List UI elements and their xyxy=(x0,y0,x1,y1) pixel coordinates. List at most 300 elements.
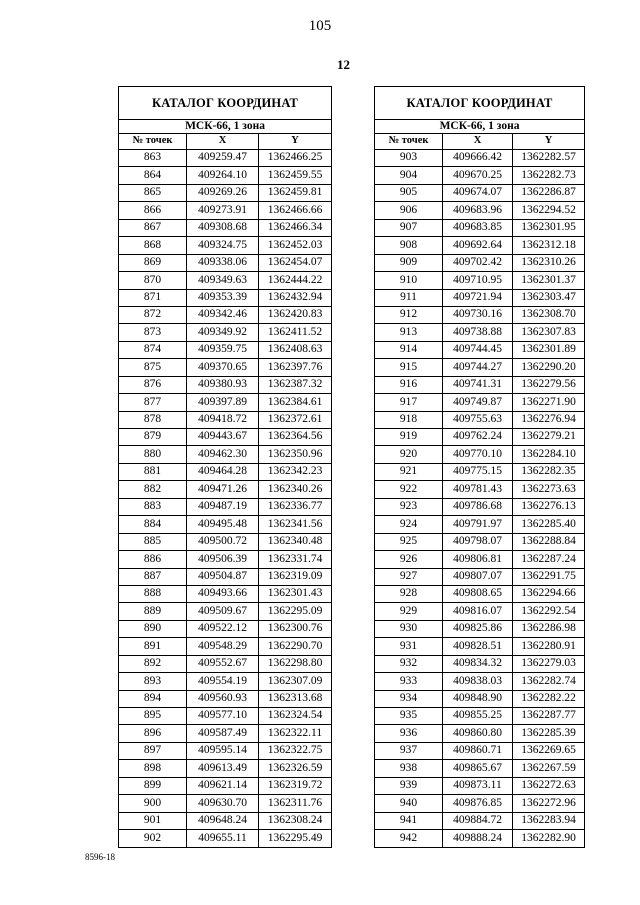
table-row xyxy=(375,603,585,620)
y-coordinate-cell: 1362452.03 xyxy=(259,237,332,254)
point-number-cell: 941 xyxy=(375,812,443,829)
table-row xyxy=(375,463,585,480)
point-number-cell: 915 xyxy=(375,359,443,376)
point-number-cell: 914 xyxy=(375,341,443,358)
x-coordinate-cell: 409353.39 xyxy=(187,289,259,306)
y-coordinate-cell: 1362420.83 xyxy=(259,306,332,323)
point-number-cell: 931 xyxy=(375,638,443,655)
x-coordinate-cell: 409443.67 xyxy=(187,429,259,446)
y-coordinate-cell: 1362324.54 xyxy=(259,708,332,725)
y-coordinate-cell: 1362279.03 xyxy=(513,655,585,672)
table-row xyxy=(375,254,585,271)
point-number-cell: 933 xyxy=(375,673,443,690)
x-coordinate-cell: 409259.47 xyxy=(187,150,259,167)
point-number-cell: 911 xyxy=(375,289,443,306)
y-coordinate-cell: 1362294.52 xyxy=(513,202,585,219)
point-number-cell: 918 xyxy=(375,411,443,428)
table-row xyxy=(375,237,585,254)
point-number-cell: 906 xyxy=(375,202,443,219)
x-coordinate-cell: 409749.87 xyxy=(443,394,513,411)
table-row xyxy=(119,289,332,306)
x-coordinate-cell: 409324.75 xyxy=(187,237,259,254)
point-number-cell: 890 xyxy=(119,620,187,637)
table-row xyxy=(119,516,332,533)
x-coordinate-cell: 409702.42 xyxy=(443,254,513,271)
point-number-cell: 867 xyxy=(119,219,187,236)
point-number-cell: 899 xyxy=(119,777,187,794)
table-title: КАТАЛОГ КООРДИНАТ xyxy=(375,87,585,120)
y-coordinate-cell: 1362294.66 xyxy=(513,585,585,602)
x-coordinate-cell: 409884.72 xyxy=(443,812,513,829)
table-row xyxy=(119,184,332,201)
y-coordinate-cell: 1362319.09 xyxy=(259,568,332,585)
x-coordinate-cell: 409621.14 xyxy=(187,777,259,794)
column-header-y: Y xyxy=(513,134,585,150)
x-coordinate-cell: 409471.26 xyxy=(187,481,259,498)
y-coordinate-cell: 1362444.22 xyxy=(259,272,332,289)
y-coordinate-cell: 1362292.54 xyxy=(513,603,585,620)
y-coordinate-cell: 1362411.52 xyxy=(259,324,332,341)
point-number-cell: 903 xyxy=(375,150,443,167)
x-coordinate-cell: 409269.26 xyxy=(187,184,259,201)
y-coordinate-cell: 1362311.76 xyxy=(259,795,332,812)
column-header-x: X xyxy=(187,134,259,150)
table-row xyxy=(375,655,585,672)
x-coordinate-cell: 409380.93 xyxy=(187,376,259,393)
y-coordinate-cell: 1362459.55 xyxy=(259,167,332,184)
table-row xyxy=(375,708,585,725)
table-row xyxy=(119,498,332,515)
x-coordinate-cell: 409744.27 xyxy=(443,359,513,376)
y-coordinate-cell: 1362364.56 xyxy=(259,429,332,446)
x-coordinate-cell: 409786.68 xyxy=(443,498,513,515)
y-coordinate-cell: 1362282.57 xyxy=(513,150,585,167)
point-number-cell: 883 xyxy=(119,498,187,515)
column-header-x: X xyxy=(443,134,513,150)
y-coordinate-cell: 1362272.96 xyxy=(513,795,585,812)
y-coordinate-cell: 1362336.77 xyxy=(259,498,332,515)
point-number-cell: 875 xyxy=(119,359,187,376)
x-coordinate-cell: 409273.91 xyxy=(187,202,259,219)
table-row xyxy=(119,394,332,411)
y-coordinate-cell: 1362459.81 xyxy=(259,184,332,201)
x-coordinate-cell: 409349.63 xyxy=(187,272,259,289)
point-number-cell: 895 xyxy=(119,708,187,725)
point-number-cell: 921 xyxy=(375,463,443,480)
table-row xyxy=(375,795,585,812)
point-number-cell: 896 xyxy=(119,725,187,742)
x-coordinate-cell: 409487.19 xyxy=(187,498,259,515)
table-row xyxy=(375,516,585,533)
coordinate-system: МСК-66, 1 зона xyxy=(119,120,332,134)
y-coordinate-cell: 1362301.89 xyxy=(513,341,585,358)
table-row xyxy=(119,463,332,480)
y-coordinate-cell: 1362286.98 xyxy=(513,620,585,637)
y-coordinate-cell: 1362303.47 xyxy=(513,289,585,306)
point-number-cell: 908 xyxy=(375,237,443,254)
table-row xyxy=(375,812,585,829)
document-code: 8596-18 xyxy=(85,852,115,862)
x-coordinate-cell: 409860.80 xyxy=(443,725,513,742)
x-coordinate-cell: 409548.29 xyxy=(187,638,259,655)
y-coordinate-cell: 1362285.40 xyxy=(513,516,585,533)
table-row xyxy=(119,324,332,341)
y-coordinate-cell: 1362310.26 xyxy=(513,254,585,271)
point-number-cell: 916 xyxy=(375,376,443,393)
page-number: 105 xyxy=(308,18,332,34)
table-row xyxy=(375,306,585,323)
point-number-cell: 930 xyxy=(375,620,443,637)
table-row xyxy=(375,620,585,637)
y-coordinate-cell: 1362287.77 xyxy=(513,708,585,725)
y-coordinate-cell: 1362341.56 xyxy=(259,516,332,533)
point-number-cell: 904 xyxy=(375,167,443,184)
table-row xyxy=(375,219,585,236)
y-coordinate-cell: 1362466.25 xyxy=(259,150,332,167)
x-coordinate-cell: 409560.93 xyxy=(187,690,259,707)
column-header-y: Y xyxy=(259,134,332,150)
y-coordinate-cell: 1362340.48 xyxy=(259,533,332,550)
y-coordinate-cell: 1362384.61 xyxy=(259,394,332,411)
x-coordinate-cell: 409370.65 xyxy=(187,359,259,376)
point-number-cell: 900 xyxy=(119,795,187,812)
point-number-cell: 876 xyxy=(119,376,187,393)
table-row xyxy=(119,446,332,463)
x-coordinate-cell: 409397.89 xyxy=(187,394,259,411)
table-row xyxy=(119,429,332,446)
table-row xyxy=(375,429,585,446)
table-row xyxy=(119,638,332,655)
y-coordinate-cell: 1362326.59 xyxy=(259,760,332,777)
point-number-cell: 892 xyxy=(119,655,187,672)
x-coordinate-cell: 409464.28 xyxy=(187,463,259,480)
table-row xyxy=(375,742,585,759)
point-number-cell: 925 xyxy=(375,533,443,550)
table-row xyxy=(119,411,332,428)
y-coordinate-cell: 1362271.90 xyxy=(513,394,585,411)
point-number-cell: 885 xyxy=(119,533,187,550)
table-row xyxy=(375,533,585,550)
point-number-cell: 889 xyxy=(119,603,187,620)
point-number-cell: 886 xyxy=(119,551,187,568)
point-number-cell: 870 xyxy=(119,272,187,289)
y-coordinate-cell: 1362282.22 xyxy=(513,690,585,707)
point-number-cell: 901 xyxy=(119,812,187,829)
table-row xyxy=(119,254,332,271)
table-row xyxy=(375,411,585,428)
table-row xyxy=(375,289,585,306)
point-number-cell: 929 xyxy=(375,603,443,620)
table-row xyxy=(119,150,332,167)
y-coordinate-cell: 1362276.94 xyxy=(513,411,585,428)
point-number-cell: 923 xyxy=(375,498,443,515)
x-coordinate-cell: 409730.16 xyxy=(443,306,513,323)
x-coordinate-cell: 409808.65 xyxy=(443,585,513,602)
table-body xyxy=(119,150,332,848)
table-row xyxy=(119,603,332,620)
y-coordinate-cell: 1362298.80 xyxy=(259,655,332,672)
point-number-cell: 866 xyxy=(119,202,187,219)
x-coordinate-cell: 409338.06 xyxy=(187,254,259,271)
point-number-cell: 879 xyxy=(119,429,187,446)
point-number-cell: 893 xyxy=(119,673,187,690)
x-coordinate-cell: 409587.49 xyxy=(187,725,259,742)
table-row xyxy=(119,568,332,585)
x-coordinate-cell: 409741.31 xyxy=(443,376,513,393)
x-coordinate-cell: 409876.85 xyxy=(443,795,513,812)
table-row xyxy=(119,830,332,847)
point-number-cell: 872 xyxy=(119,306,187,323)
point-number-cell: 888 xyxy=(119,585,187,602)
y-coordinate-cell: 1362282.35 xyxy=(513,463,585,480)
table-row xyxy=(375,830,585,847)
x-coordinate-cell: 409666.42 xyxy=(443,150,513,167)
point-number-cell: 863 xyxy=(119,150,187,167)
x-coordinate-cell: 409308.68 xyxy=(187,219,259,236)
y-coordinate-cell: 1362301.95 xyxy=(513,219,585,236)
table-row xyxy=(119,585,332,602)
table-row xyxy=(375,551,585,568)
y-coordinate-cell: 1362295.49 xyxy=(259,830,332,847)
table-row xyxy=(375,725,585,742)
table-row xyxy=(375,673,585,690)
point-number-cell: 912 xyxy=(375,306,443,323)
x-coordinate-cell: 409744.45 xyxy=(443,341,513,358)
point-number-cell: 869 xyxy=(119,254,187,271)
table-row xyxy=(375,394,585,411)
y-coordinate-cell: 1362432.94 xyxy=(259,289,332,306)
point-number-cell: 934 xyxy=(375,690,443,707)
point-number-cell: 882 xyxy=(119,481,187,498)
x-coordinate-cell: 409838.03 xyxy=(443,673,513,690)
y-coordinate-cell: 1362308.24 xyxy=(259,812,332,829)
table-row xyxy=(375,376,585,393)
table-row xyxy=(375,760,585,777)
point-number-cell: 887 xyxy=(119,568,187,585)
y-coordinate-cell: 1362350.96 xyxy=(259,446,332,463)
y-coordinate-cell: 1362279.56 xyxy=(513,376,585,393)
table-title: КАТАЛОГ КООРДИНАТ xyxy=(119,87,332,120)
point-number-cell: 922 xyxy=(375,481,443,498)
y-coordinate-cell: 1362290.70 xyxy=(259,638,332,655)
point-number-cell: 864 xyxy=(119,167,187,184)
x-coordinate-cell: 409816.07 xyxy=(443,603,513,620)
x-coordinate-cell: 409806.81 xyxy=(443,551,513,568)
point-number-cell: 939 xyxy=(375,777,443,794)
coordinate-catalog-table xyxy=(374,86,585,848)
table-row xyxy=(119,272,332,289)
y-coordinate-cell: 1362322.11 xyxy=(259,725,332,742)
y-coordinate-cell: 1362307.83 xyxy=(513,324,585,341)
point-number-cell: 928 xyxy=(375,585,443,602)
point-number-cell: 907 xyxy=(375,219,443,236)
point-number-cell: 935 xyxy=(375,708,443,725)
point-number-cell: 937 xyxy=(375,742,443,759)
table-row xyxy=(375,359,585,376)
table-row xyxy=(375,481,585,498)
column-header-point-number: № точек xyxy=(375,134,443,150)
y-coordinate-cell: 1362300.76 xyxy=(259,620,332,637)
point-number-cell: 927 xyxy=(375,568,443,585)
point-number-cell: 897 xyxy=(119,742,187,759)
table-row xyxy=(119,306,332,323)
x-coordinate-cell: 409692.64 xyxy=(443,237,513,254)
point-number-cell: 910 xyxy=(375,272,443,289)
table-row xyxy=(119,673,332,690)
y-coordinate-cell: 1362280.91 xyxy=(513,638,585,655)
x-coordinate-cell: 409770.10 xyxy=(443,446,513,463)
x-coordinate-cell: 409500.72 xyxy=(187,533,259,550)
point-number-cell: 936 xyxy=(375,725,443,742)
x-coordinate-cell: 409577.10 xyxy=(187,708,259,725)
point-number-cell: 902 xyxy=(119,830,187,847)
point-number-cell: 865 xyxy=(119,184,187,201)
point-number-cell: 940 xyxy=(375,795,443,812)
table-row xyxy=(375,167,585,184)
x-coordinate-cell: 409359.75 xyxy=(187,341,259,358)
point-number-cell: 884 xyxy=(119,516,187,533)
table-row xyxy=(119,690,332,707)
y-coordinate-cell: 1362288.84 xyxy=(513,533,585,550)
table-row xyxy=(375,777,585,794)
point-number-cell: 942 xyxy=(375,830,443,847)
x-coordinate-cell: 409860.71 xyxy=(443,742,513,759)
y-coordinate-cell: 1362301.37 xyxy=(513,272,585,289)
table-row xyxy=(375,446,585,463)
x-coordinate-cell: 409552.67 xyxy=(187,655,259,672)
x-coordinate-cell: 409807.07 xyxy=(443,568,513,585)
y-coordinate-cell: 1362295.09 xyxy=(259,603,332,620)
table-row xyxy=(375,568,585,585)
point-number-cell: 881 xyxy=(119,463,187,480)
y-coordinate-cell: 1362301.43 xyxy=(259,585,332,602)
y-coordinate-cell: 1362312.18 xyxy=(513,237,585,254)
y-coordinate-cell: 1362287.24 xyxy=(513,551,585,568)
y-coordinate-cell: 1362387.32 xyxy=(259,376,332,393)
table-row xyxy=(119,708,332,725)
y-coordinate-cell: 1362286.87 xyxy=(513,184,585,201)
point-number-cell: 919 xyxy=(375,429,443,446)
table-row xyxy=(119,795,332,812)
point-number-cell: 913 xyxy=(375,324,443,341)
point-number-cell: 894 xyxy=(119,690,187,707)
y-coordinate-cell: 1362466.34 xyxy=(259,219,332,236)
y-coordinate-cell: 1362279.21 xyxy=(513,429,585,446)
table-row xyxy=(375,150,585,167)
point-number-cell: 871 xyxy=(119,289,187,306)
y-coordinate-cell: 1362290.20 xyxy=(513,359,585,376)
coordinate-catalog-table xyxy=(118,86,332,848)
y-coordinate-cell: 1362342.23 xyxy=(259,463,332,480)
y-coordinate-cell: 1362291.75 xyxy=(513,568,585,585)
table-row xyxy=(375,272,585,289)
x-coordinate-cell: 409595.14 xyxy=(187,742,259,759)
table-row xyxy=(119,533,332,550)
x-coordinate-cell: 409493.66 xyxy=(187,585,259,602)
table-row xyxy=(375,341,585,358)
x-coordinate-cell: 409798.07 xyxy=(443,533,513,550)
y-coordinate-cell: 1362273.63 xyxy=(513,481,585,498)
x-coordinate-cell: 409865.67 xyxy=(443,760,513,777)
point-number-cell: 932 xyxy=(375,655,443,672)
x-coordinate-cell: 409828.51 xyxy=(443,638,513,655)
y-coordinate-cell: 1362282.90 xyxy=(513,830,585,847)
coordinate-system: МСК-66, 1 зона xyxy=(375,120,585,134)
y-coordinate-cell: 1362276.13 xyxy=(513,498,585,515)
table-row xyxy=(119,219,332,236)
point-number-cell: 926 xyxy=(375,551,443,568)
x-coordinate-cell: 409554.19 xyxy=(187,673,259,690)
point-number-cell: 877 xyxy=(119,394,187,411)
point-number-cell: 909 xyxy=(375,254,443,271)
x-coordinate-cell: 409873.11 xyxy=(443,777,513,794)
x-coordinate-cell: 409781.43 xyxy=(443,481,513,498)
y-coordinate-cell: 1362267.59 xyxy=(513,760,585,777)
y-coordinate-cell: 1362319.72 xyxy=(259,777,332,794)
table-row xyxy=(119,481,332,498)
table-row xyxy=(119,551,332,568)
x-coordinate-cell: 409630.70 xyxy=(187,795,259,812)
table-row xyxy=(375,585,585,602)
x-coordinate-cell: 409683.85 xyxy=(443,219,513,236)
x-coordinate-cell: 409738.88 xyxy=(443,324,513,341)
x-coordinate-cell: 409848.90 xyxy=(443,690,513,707)
x-coordinate-cell: 409834.32 xyxy=(443,655,513,672)
x-coordinate-cell: 409264.10 xyxy=(187,167,259,184)
point-number-cell: 874 xyxy=(119,341,187,358)
x-coordinate-cell: 409418.72 xyxy=(187,411,259,428)
point-number-cell: 924 xyxy=(375,516,443,533)
table-row xyxy=(119,620,332,637)
point-number-cell: 938 xyxy=(375,760,443,777)
x-coordinate-cell: 409710.95 xyxy=(443,272,513,289)
x-coordinate-cell: 409655.11 xyxy=(187,830,259,847)
point-number-cell: 920 xyxy=(375,446,443,463)
point-number-cell: 880 xyxy=(119,446,187,463)
y-coordinate-cell: 1362397.76 xyxy=(259,359,332,376)
x-coordinate-cell: 409613.49 xyxy=(187,760,259,777)
table-row xyxy=(119,742,332,759)
table-body xyxy=(375,150,585,848)
table-row xyxy=(119,812,332,829)
sheet-number: 12 xyxy=(337,57,350,72)
table-row xyxy=(375,498,585,515)
table-row xyxy=(119,202,332,219)
y-coordinate-cell: 1362340.26 xyxy=(259,481,332,498)
x-coordinate-cell: 409775.15 xyxy=(443,463,513,480)
y-coordinate-cell: 1362283.94 xyxy=(513,812,585,829)
point-number-cell: 905 xyxy=(375,184,443,201)
x-coordinate-cell: 409506.39 xyxy=(187,551,259,568)
y-coordinate-cell: 1362454.07 xyxy=(259,254,332,271)
y-coordinate-cell: 1362313.68 xyxy=(259,690,332,707)
x-coordinate-cell: 409683.96 xyxy=(443,202,513,219)
point-number-cell: 891 xyxy=(119,638,187,655)
x-coordinate-cell: 409509.67 xyxy=(187,603,259,620)
x-coordinate-cell: 409495.48 xyxy=(187,516,259,533)
y-coordinate-cell: 1362272.63 xyxy=(513,777,585,794)
point-number-cell: 917 xyxy=(375,394,443,411)
y-coordinate-cell: 1362284.10 xyxy=(513,446,585,463)
y-coordinate-cell: 1362372.61 xyxy=(259,411,332,428)
point-number-cell: 873 xyxy=(119,324,187,341)
table-row xyxy=(119,341,332,358)
x-coordinate-cell: 409762.24 xyxy=(443,429,513,446)
y-coordinate-cell: 1362282.73 xyxy=(513,167,585,184)
x-coordinate-cell: 409888.24 xyxy=(443,830,513,847)
table-row xyxy=(375,324,585,341)
point-number-cell: 898 xyxy=(119,760,187,777)
